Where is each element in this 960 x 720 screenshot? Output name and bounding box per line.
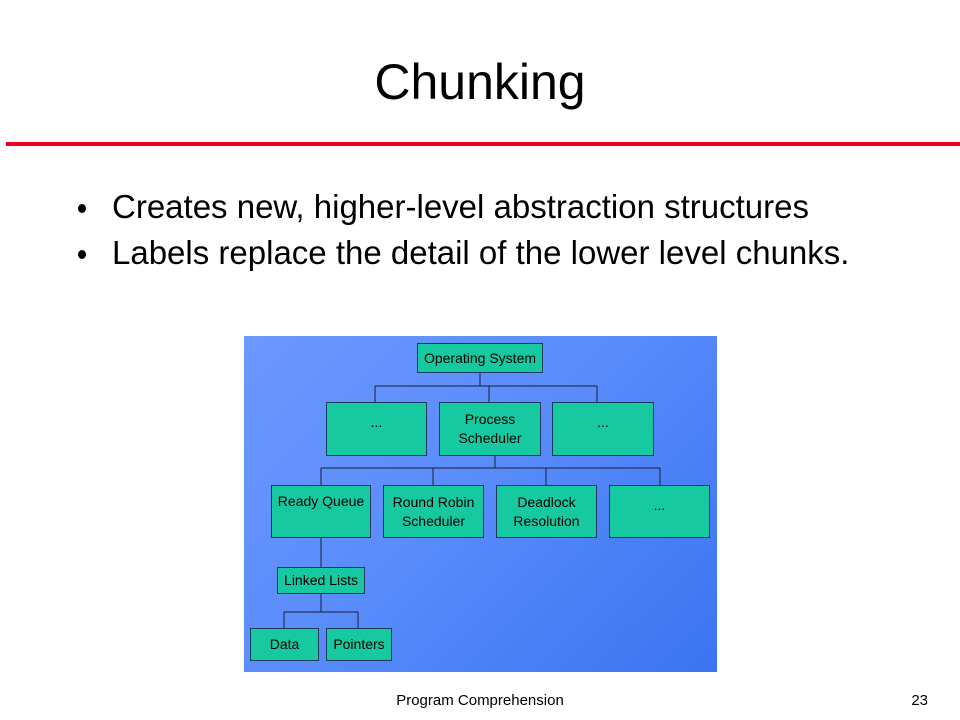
bullet-item (78, 184, 938, 230)
bullet-text: Labels replace the detail of the lower level chunks. (112, 234, 850, 271)
chunking-hierarchy-diagram (244, 336, 717, 672)
node-ellipsis-left: ... (326, 402, 427, 456)
node-deadlock-resolution: Deadlock Resolution (496, 485, 597, 538)
node-process-scheduler: Process Scheduler (439, 402, 541, 456)
node-ellipsis-bottom: ... (609, 485, 710, 538)
node-linked-lists: Linked Lists (277, 567, 365, 594)
node-data: Data (250, 628, 319, 661)
footer-text: Program Comprehension (396, 692, 564, 709)
bullet-text: Creates new, higher-level abstraction structures (112, 188, 809, 225)
bullet-list (78, 184, 938, 276)
bullet-dot-icon (78, 204, 86, 213)
title-divider (6, 142, 960, 146)
node-round-robin-scheduler: Round Robin Scheduler (383, 485, 484, 538)
slide-title: Chunking (374, 54, 586, 110)
node-pointers: Pointers (326, 628, 392, 661)
node-ellipsis-right: ... (552, 402, 654, 456)
bullet-dot-icon (78, 250, 86, 259)
node-operating-system: Operating System (417, 343, 543, 373)
page-number: 23 (911, 692, 928, 709)
node-ready-queue: Ready Queue (271, 485, 371, 538)
bullet-item (78, 230, 938, 276)
